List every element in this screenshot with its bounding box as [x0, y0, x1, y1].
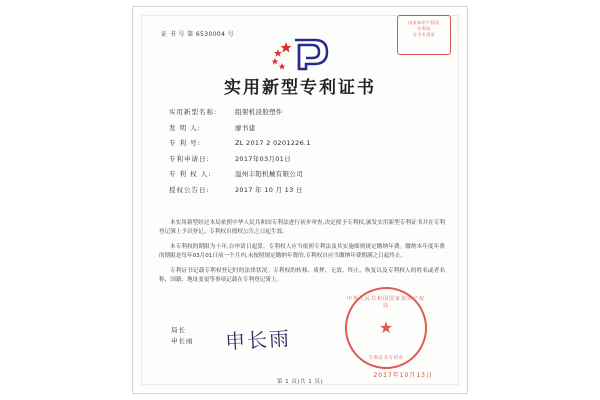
seal-date: 2017年10月13日: [373, 372, 433, 379]
field-row: [169, 185, 441, 194]
top-stamp-line-1: 国家知识产权局: [408, 20, 440, 25]
signature-block: [171, 325, 194, 347]
field-label: 实用新型名称:: [169, 108, 218, 116]
body-text: [159, 219, 445, 290]
body-paragraph: 本实用新型经过本局依照中华人民共和国专利法进行初步审查,决定授予专利权,颁发实用新型专利证书并在专利登记簿上予以登记。专利权自授权公告之日起生效。: [159, 220, 445, 236]
field-value: 组架机浸胶塑件: [235, 108, 283, 116]
field-value: 2017 年 10 月 13 日: [235, 185, 303, 194]
certificate-number: 证 书 号 第 6530004 号: [161, 31, 235, 38]
patent-office-emblem: [133, 37, 467, 71]
field-label: 发 明 人:: [169, 123, 201, 132]
field-label: 授权公告日:: [169, 185, 210, 194]
field-label: 专 利 权 人:: [169, 170, 212, 178]
official-round-seal: [345, 287, 427, 369]
signature-title: 局长: [171, 326, 186, 334]
field-row: [169, 138, 441, 147]
body-paragraph: 专利证书记载专利权登记时的法律状况。专利权的转移、质押、无效、终止、恢复以及专利权人的姓名或者名称、国籍、地址变更等事项记载在专利登记簿上。: [159, 267, 445, 284]
field-row: [169, 123, 441, 132]
seal-bottom-text: 专利证书专用章: [368, 356, 404, 361]
signature-name: 申长雨: [171, 337, 194, 345]
field-row: [169, 169, 441, 178]
top-stamp-line-3: 证书专用章: [412, 32, 436, 37]
certificate-sheet: [132, 6, 468, 394]
emblem-icon: [260, 37, 340, 71]
field-row: [169, 107, 441, 116]
seal-top-text: 中华人民共和国国家知识产权局: [347, 296, 426, 309]
star-icon: ★: [378, 318, 394, 337]
field-value: ZL 2017 2 0201226.1: [235, 139, 311, 147]
field-row: [169, 154, 441, 163]
field-label: 专 利 号:: [169, 139, 201, 147]
top-stamp-line-2: 专利局: [417, 26, 431, 31]
field-value: 2017年03月01日: [235, 154, 291, 163]
page-footer: 第 1 页(共 1 页): [276, 379, 324, 385]
body-paragraph: 本专利权的期限为十年,自申请日起算。专利权人应当依照专利法及其实施细则规定缴纳年费。缴纳本年度年费的期限是每年03月01日前一个月内,未按照规定缴纳年费的,专利权自应当缴纳年费期满之日起终止。: [159, 243, 445, 260]
handwritten-signature: 申长雨: [224, 326, 292, 354]
field-value: 廖书建: [235, 123, 256, 132]
field-list: [169, 107, 441, 200]
page-title: 实用新型专利证书: [224, 78, 376, 98]
field-value: 温州丰阳机械有限公司: [235, 170, 303, 178]
field-label: 专利申请日:: [169, 154, 210, 163]
